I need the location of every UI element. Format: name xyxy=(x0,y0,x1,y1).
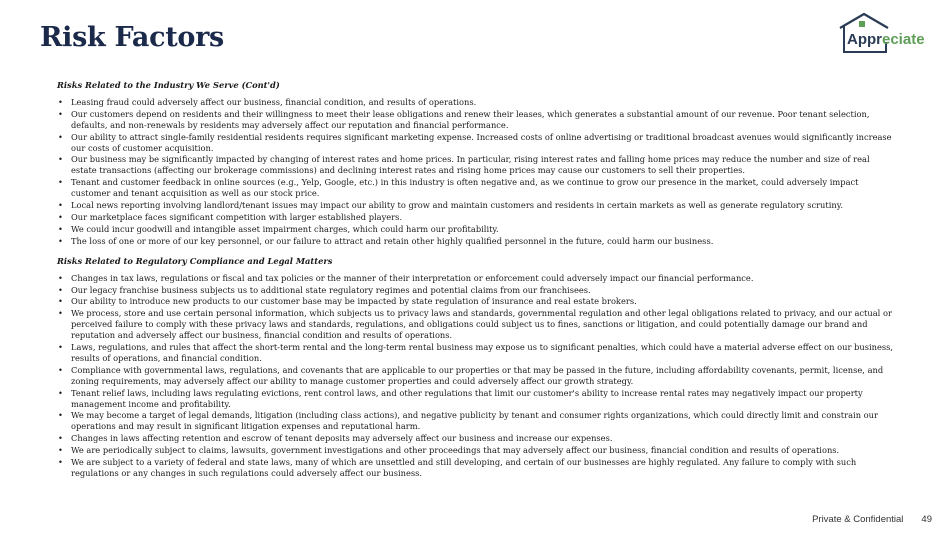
list-item: • Our ability to introduce new products to our customer base may be impacted by state regulation of insurance and real estate brokers. xyxy=(57,296,897,307)
list-item: • Changes in laws affecting retention and escrow of tenant deposits may adversely affect our business and increase our expenses. xyxy=(57,433,897,444)
list-item: • Our ability to attract single-family residential residents requires significant marketing expense. Increased costs of online advertising or traditional broadcast avenues would significantly increase our costs of customer acquisition. xyxy=(57,132,897,154)
list-item: • Our marketplace faces significant competition with larger established players. xyxy=(57,212,897,223)
section-heading-regulatory: Risks Related to Regulatory Compliance and Legal Matters xyxy=(57,255,333,266)
list-item: • Our customers depend on residents and their willingness to meet their lease obligations and renew their leases, which generates a substantial amount of our revenue. Poor tenant selection, defaults, and non-renewals by residents may adversely affect our reputation and financial performance. xyxy=(57,109,897,131)
regulatory-risk-list xyxy=(57,273,897,479)
footer xyxy=(700,514,932,525)
section-heading-industry: Risks Related to the Industry We Serve (Cont'd) xyxy=(57,80,280,90)
list-item: • We are subject to a variety of federal and state laws, many of which are unsettled and still developing, and certain of our businesses are highly regulated. Any failure to comply with such regulations or any changes in such regulations could adversely affect our business. xyxy=(57,457,897,479)
industry-risk-list xyxy=(57,97,897,247)
list-item: • Our business may be significantly impacted by changing of interest rates and home prices. In particular, rising interest rates and falling home prices may reduce the number and size of real estate transactions (affecting our brokerage commissions) and declining interest rates and rising home prices may cause our customers to sell their properties. xyxy=(57,154,897,176)
confidential-label: Private & Confidential xyxy=(812,514,904,525)
list-item: • Leasing fraud could adversely affect our business, financial condition, and results of operations. xyxy=(57,97,897,108)
list-item: • Local news reporting involving landlord/tenant issues may impact our ability to grow and maintain customers and residents in certain markets as well as generate regulatory scrutiny. xyxy=(57,200,897,211)
list-item: • We could incur goodwill and intangible asset impairment charges, which could harm our profitability. xyxy=(57,224,897,235)
list-item: • We process, store and use certain personal information, which subjects us to privacy laws and standards, governmental regulation and other legal obligations related to privacy, and our actual or perceived failure to comply with these privacy laws and standards, regulations, and obligations could subject us to fines, sanctions or litigation, and could potentially damage our brand and reputation and adversely affect our business, financial condition and results of operations. xyxy=(57,308,897,341)
list-item: • We are periodically subject to claims, lawsuits, government investigations and other proceedings that may adversely affect our business, financial condition and results of operations. xyxy=(57,445,897,456)
page-title: Risk Factors xyxy=(40,22,224,53)
list-item: • Compliance with governmental laws, regulations, and covenants that are applicable to our properties or that may be passed in the future, including affordability covenants, permit, license, and zoning requirements, may adversely affect our ability to manage customer properties and could adversely affect our growth strategy. xyxy=(57,365,897,387)
list-item: • We may become a target of legal demands, litigation (including class actions), and negative publicity by tenant and consumer rights organizations, which could directly limit and constrain our operations and may result in significant litigation expenses and reputational harm. xyxy=(57,410,897,432)
risk-content xyxy=(57,80,897,480)
list-item: • The loss of one or more of our key personnel, or our failure to attract and retain other highly qualified personnel in the future, could harm our business. xyxy=(57,236,897,247)
company-logo xyxy=(838,12,942,56)
list-item: • Tenant and customer feedback in online sources (e.g., Yelp, Google, etc.) in this industry is often negative and, as we continue to grow our presence in the market, could adversely impact customer and tenant acquisition as well as our stock price. xyxy=(57,177,897,199)
list-item: • Our legacy franchise business subjects us to additional state regulatory regimes and potential claims from our franchisees. xyxy=(57,285,897,296)
list-item: • Laws, regulations, and rules that affect the short-term rental and the long-term rental business may expose us to significant penalties, which could have a material adverse effect on our business, results of operations, and financial condition. xyxy=(57,342,897,364)
list-item: • Tenant relief laws, including laws regulating evictions, rent control laws, and other regulations that limit our customer's ability to increase rental rates may negatively impact our property management income and profitability. xyxy=(57,388,897,410)
page-number: 49 xyxy=(921,514,932,525)
logo-wordmark: Appreciate xyxy=(847,31,925,48)
list-item: • Changes in tax laws, regulations or fiscal and tax policies or the manner of their interpretation or enforcement could adversely impact our financial performance. xyxy=(57,273,897,284)
